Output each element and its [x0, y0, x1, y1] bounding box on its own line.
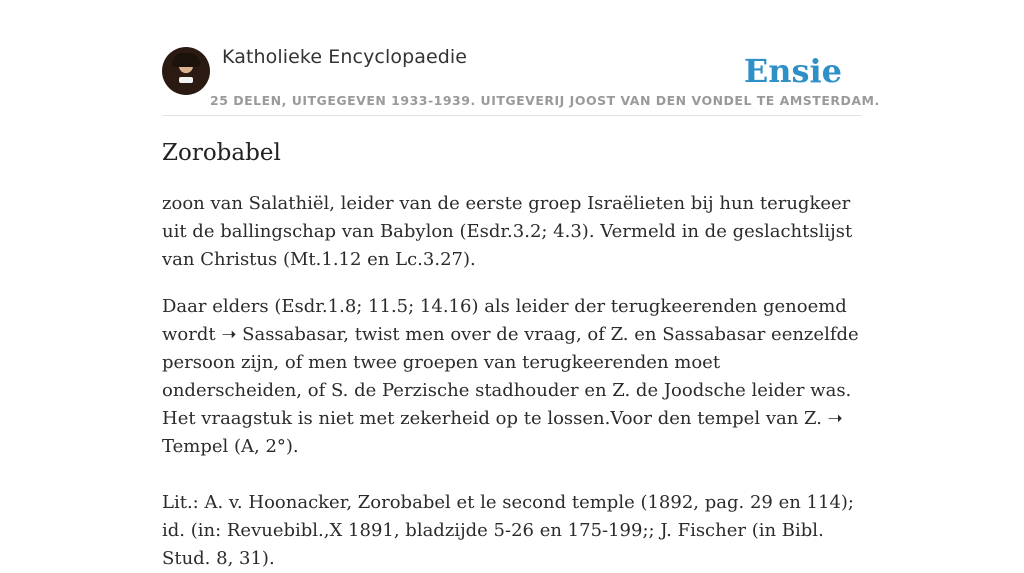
site-header — [162, 0, 880, 116]
site-title[interactable]: Katholieke Encyclopaedie — [222, 46, 468, 68]
site-subtitle: 25 DELEN, UITGEGEVEN 1933-1939. UITGEVERIJ JOOST VAN DEN VONDEL TE AMSTERDAM. — [210, 93, 880, 108]
article-paragraph: Daar elders (Esdr.1.8; 11.5; 14.16) als leider der terugkeerenden genoemd wordt ➝ Sassabasar, twist men over de vraag, of Z. en Sassabasar eenzelfde persoon zijn, of men twee groepen van terugkeerenden moet onderscheiden, of S. de Perzische stadhouder en Z. de Joodsche leider was. Het vraagstuk is niet met zekerheid op te lossen.Voor den tempel van Z. ➝ Tempel (A, 2°). — [162, 296, 859, 457]
page-title: Zorobabel — [162, 140, 281, 166]
article-literature: Lit.: A. v. Hoonacker, Zorobabel et le second temple (1892, pag. 29 en 114); id. (in: Revuebibl.,X 1891, bladzijde 5-26 en 175-199;; J. Fischer (in Bibl. Stud. 8, 31). — [162, 492, 854, 569]
avatar-hair — [172, 53, 200, 67]
avatar-collar — [179, 77, 193, 83]
ensie-logo-link[interactable]: Ensie — [743, 52, 842, 90]
avatar[interactable] — [162, 47, 210, 95]
article-paragraph: zoon van Salathiël, leider van de eerste groep Israëlieten bij hun terugkeer uit de ballingschap van Babylon (Esdr.3.2; 4.3). Vermeld in de geslachtslijst van Christus (Mt.1.12 en Lc.3.27). — [162, 193, 853, 270]
page-container — [162, 0, 880, 573]
